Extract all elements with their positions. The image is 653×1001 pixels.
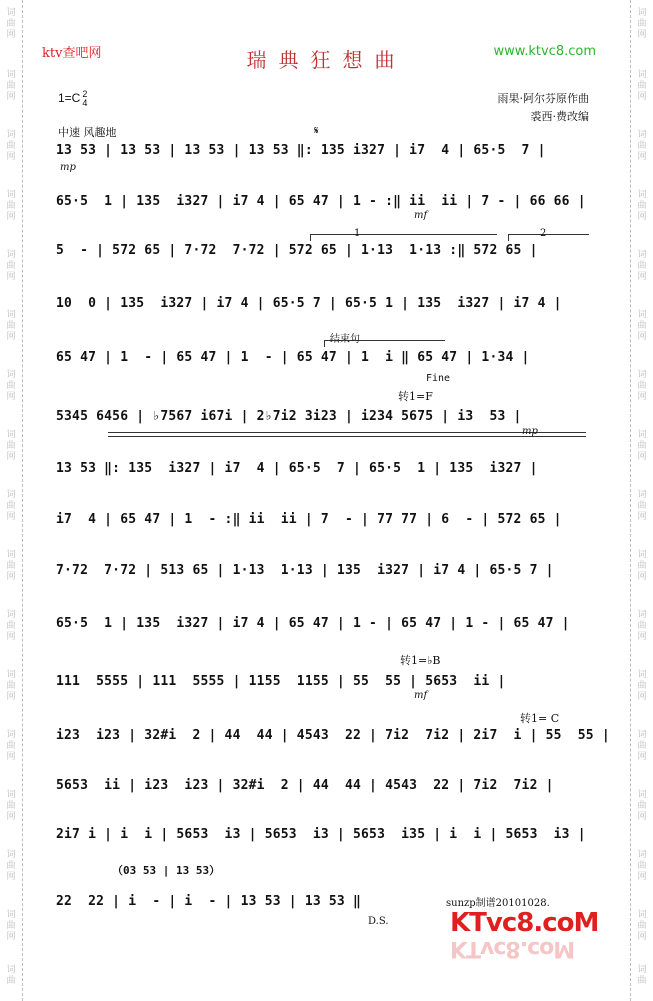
watermark-char: 曲 [637,261,647,271]
watermark-char: 曲 [6,801,16,811]
watermark-char: 词 [637,70,647,80]
watermark-char: 网 [637,212,647,222]
modulation-c: 转1= C [520,712,560,725]
watermark-char: 网 [6,272,16,282]
watermark-char: 词 [6,370,16,380]
key-signature [58,90,87,108]
watermark-char: 曲 [637,141,647,151]
intro-phrase: （03 53 | 13 53） [112,864,221,877]
beam-line [108,432,586,433]
song-title: 瑞典狂想曲 [246,48,407,72]
score-line-15: 22 22 | i - | i - | 13 53 | 13 53 ‖ [56,894,362,909]
dynamic-mp: mp [60,162,76,173]
watermark-char: 曲 [637,681,647,691]
watermark-char: 网 [637,872,647,882]
watermark-char: 网 [637,392,647,402]
score-line-11: 111 5555 | 111 5555 | 1155 1155 | 55 55 | 5653 ii | [56,674,506,689]
closing-phrase-bracket [324,340,445,347]
watermark-char: 曲 [6,861,16,871]
score-line-6: 5345 6456 | ♭7567 i67i | 2♭7i2 3i23 | i234 5675 | i3 53 | [56,409,522,424]
watermark-char: 曲 [6,921,16,931]
watermark-char: 曲 [637,201,647,211]
volta-2-label: 2 [540,228,547,239]
watermark-char: 曲 [637,441,647,451]
watermark-char: 词 [637,430,647,440]
watermark-char: 曲 [6,81,16,91]
watermark-char: 网 [6,632,16,642]
key-label: 1=C [58,91,81,106]
watermark-char: 网 [6,572,16,582]
watermark-char: 网 [6,872,16,882]
score-line-2: 65·5 1 | 135 i327 | i7 4 | 65 47 | 1 - :‖ ii ii | 7 - | 66 66 | [56,194,586,209]
watermark-char: 曲 [637,19,647,29]
watermark-char: 网 [637,272,647,282]
watermark-char: 网 [6,752,16,762]
watermark-char: 词 [6,190,16,200]
watermark-char: 网 [6,812,16,822]
watermark-char: 词 [637,310,647,320]
watermark-char: 词 [6,910,16,920]
modulation-f: 转1=F [398,390,433,403]
score-header [22,0,631,139]
watermark-char: 网 [6,152,16,162]
watermark-char: 网 [6,212,16,222]
watermark-char: 词 [637,610,647,620]
watermark-char: 网 [6,30,16,40]
watermark-char: 词 [637,8,647,18]
watermark-char: 曲 [6,441,16,451]
time-signature [82,90,87,108]
ktvc8-logo-reflection: KTvc8.coM [450,936,575,961]
watermark-char: 词 [6,610,16,620]
watermark-char: 词 [6,670,16,680]
arranger-credit: 裘西·费改编 [530,110,589,123]
watermark-char: 网 [6,92,16,102]
watermark-char: 曲 [6,261,16,271]
score-line-7: 13 53 ‖: 135 i327 | i7 4 | 65·5 7 | 65·5 1 | 135 i327 | [56,461,538,476]
ds-marking: D.S. [368,916,389,927]
watermark-char: 曲 [6,321,16,331]
watermark-char: 曲 [6,976,16,986]
watermark-char: 曲 [637,321,647,331]
left-watermark-strip [0,0,23,1001]
watermark-char: 词 [637,910,647,920]
watermark-char: 词 [6,730,16,740]
watermark-char: 网 [637,92,647,102]
watermark-char: 曲 [6,561,16,571]
composer-credit: 雨果·阿尔芬原作曲 [497,92,589,105]
watermark-char: 词 [637,730,647,740]
score-line-5: 65 47 | 1 - | 65 47 | 1 - | 65 47 | 1 i ‖ 65 47 | 1·34 | [56,350,530,365]
watermark-char: 曲 [6,201,16,211]
watermark-char: 词 [6,8,16,18]
watermark-char: 曲 [637,501,647,511]
watermark-char: 词 [637,250,647,260]
watermark-char: 词 [637,190,647,200]
watermark-char: 网 [6,392,16,402]
score-line-1: 13 53 | 13 53 | 13 53 | 13 53 ‖: 135 i327 | i7 4 | 65·5 7 | [56,143,546,158]
watermark-char: 词 [6,550,16,560]
watermark-char: 网 [637,752,647,762]
watermark-char: 词 [6,250,16,260]
transcriber-credit: sunzp制谱20101028. [446,898,550,909]
watermark-char: 词 [637,370,647,380]
tempo-marking: 中速 风趣地 [58,126,117,139]
score-line-8: i7 4 | 65 47 | 1 - :‖ ii ii | 7 - | 77 77 | 6 - | 572 65 | [56,512,562,527]
volta-1-bracket [310,234,497,241]
watermark-char: 曲 [637,561,647,571]
dynamic-mf: mf [414,690,428,701]
volta-2-bracket [508,234,589,241]
watermark-char: 网 [637,632,647,642]
right-watermark-strip [630,0,653,1001]
time-bottom: 4 [82,98,88,108]
beam-line [108,436,586,437]
watermark-char: 词 [6,790,16,800]
watermark-char: 词 [637,130,647,140]
closing-phrase-label: 结束句 [330,334,360,345]
watermark-char: 曲 [6,381,16,391]
ktvc8-logo: KTvc8.coM [450,908,599,938]
score-line-12: i23 i23 | 32#i 2 | 44 44 | 4543 22 | 7i2 7i2 | 2i7 i | 55 55 | [56,728,610,743]
watermark-char: 词 [6,490,16,500]
watermark-char: 网 [637,452,647,462]
watermark-char: 词 [637,550,647,560]
score-line-3: 5 - | 572 65 | 7·72 7·72 | 572 65 | 1·13 1·13 :‖ 572 65 | [56,243,538,258]
watermark-char: 网 [6,692,16,702]
watermark-char: 词 [6,70,16,80]
watermark-char: 网 [637,30,647,40]
watermark-char: 曲 [637,381,647,391]
score-line-13: 5653 ii | i23 i23 | 32#i 2 | 44 44 | 4543 22 | 7i2 7i2 | [56,778,554,793]
site-url-link[interactable]: www.ktvc8.com [493,44,596,59]
watermark-char: 网 [637,152,647,162]
watermark-char: 曲 [6,141,16,151]
watermark-char: 曲 [6,19,16,29]
dynamic-mf: mf [414,210,428,221]
watermark-char: 网 [6,932,16,942]
score-line-14: 2i7 i | i i | 5653 i3 | 5653 i3 | 5653 i35 | i i | 5653 i3 | [56,827,586,842]
watermark-char: 曲 [6,741,16,751]
watermark-char: 词 [637,790,647,800]
watermark-char: 曲 [637,621,647,631]
watermark-char: 网 [6,512,16,522]
watermark-char: 网 [637,692,647,702]
watermark-char: 词 [637,670,647,680]
fine-marking: Fine [426,373,451,384]
watermark-char: 曲 [637,801,647,811]
watermark-char: 词 [6,130,16,140]
watermark-char: 词 [637,965,647,975]
watermark-char: 网 [6,332,16,342]
watermark-char: 曲 [637,921,647,931]
site-name-link[interactable]: ktv查吧网 [42,46,102,61]
watermark-char: 词 [637,490,647,500]
watermark-char: 曲 [637,861,647,871]
modulation-bb: 转1=♭B [400,654,441,667]
watermark-char: 曲 [6,621,16,631]
watermark-char: 网 [6,452,16,462]
watermark-char: 网 [637,572,647,582]
watermark-char: 曲 [637,81,647,91]
watermark-char: 词 [6,310,16,320]
watermark-char: 曲 [637,741,647,751]
watermark-char: 网 [637,812,647,822]
watermark-char: 词 [637,850,647,860]
time-top: 2 [82,89,88,99]
watermark-char: 网 [637,932,647,942]
watermark-char: 网 [637,332,647,342]
watermark-char: 曲 [6,681,16,691]
watermark-char: 曲 [637,976,647,986]
watermark-char: 词 [6,965,16,975]
volta-1-label: 1 [354,228,361,239]
watermark-char: 曲 [6,501,16,511]
score-line-9: 7·72 7·72 | 513 65 | 1·13 1·13 | 135 i327 | i7 4 | 65·5 7 | [56,563,554,578]
segno-sign: 𝄋 [314,124,319,137]
score-line-4: 10 0 | 135 i327 | i7 4 | 65·5 7 | 65·5 1 | 135 i327 | i7 4 | [56,296,562,311]
watermark-char: 网 [637,512,647,522]
watermark-char: 词 [6,430,16,440]
watermark-char: 词 [6,850,16,860]
score-line-10: 65·5 1 | 135 i327 | i7 4 | 65 47 | 1 - | 65 47 | 1 - | 65 47 | [56,616,570,631]
dynamic-mp: mp [522,426,538,437]
